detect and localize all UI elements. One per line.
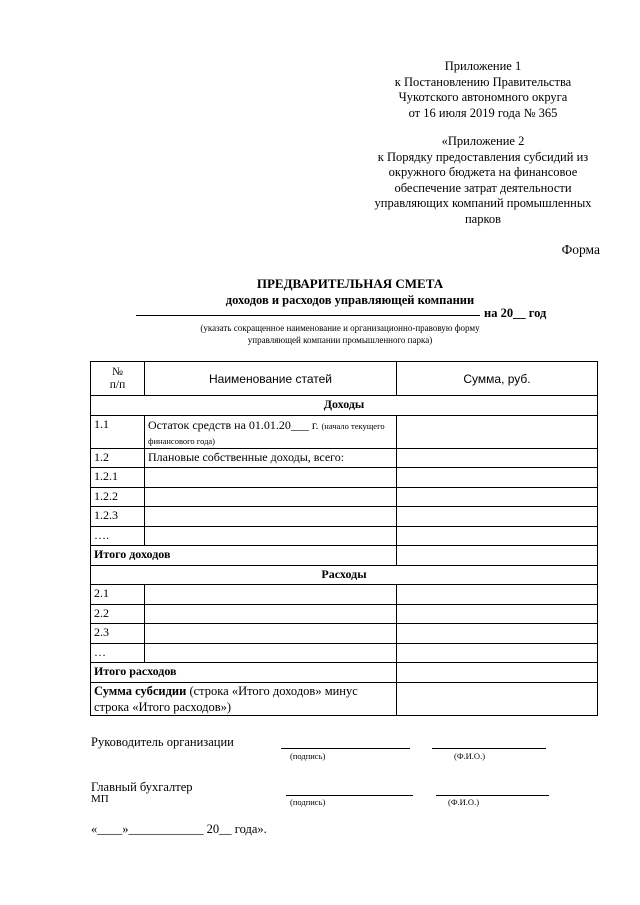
- subsidy-label-bold: Сумма субсидии: [94, 683, 187, 698]
- sum-cell[interactable]: [397, 663, 598, 683]
- income-total-label: Итого доходов: [91, 546, 397, 566]
- table-row: [91, 624, 598, 644]
- table-row: [91, 526, 598, 546]
- row-label[interactable]: [145, 507, 397, 527]
- row-num: 1.2: [91, 448, 145, 468]
- table-row: [91, 448, 598, 468]
- row-label[interactable]: [145, 526, 397, 546]
- income-section-row: [91, 396, 598, 416]
- document-title: ПРЕДВАРИТЕЛЬНАЯ СМЕТА: [256, 276, 444, 291]
- appendix-2-line: обеспечение затрат деятельности: [394, 180, 572, 195]
- expense-section-title: Расходы: [91, 565, 598, 585]
- row-label-note: (начало текущего финансового года): [148, 420, 385, 446]
- appendix-2-line: «Приложение 2: [441, 134, 525, 148]
- row-label[interactable]: [145, 643, 397, 663]
- row-num: 1.2.2: [91, 487, 145, 507]
- sum-cell[interactable]: [397, 415, 598, 448]
- date-line: «____»____________ 20__ года».: [91, 822, 267, 836]
- sum-cell[interactable]: [397, 507, 598, 527]
- row-num: 1.2.1: [91, 468, 145, 488]
- sum-cell[interactable]: [397, 546, 598, 566]
- row-num: …: [91, 643, 145, 663]
- appendix-2-line: парков: [464, 211, 502, 226]
- accountant-signature-line[interactable]: [286, 795, 413, 796]
- row-num: 2.3: [91, 624, 145, 644]
- row-num: ….: [91, 526, 145, 546]
- hint-line: управляющей компании промышленного парка): [247, 335, 433, 345]
- head-fio-caption: (Ф.И.О.): [454, 751, 486, 761]
- subsidy-row: [91, 682, 598, 715]
- accountant-label: Главный бухгалтер: [91, 780, 193, 794]
- sum-cell[interactable]: [397, 643, 598, 663]
- appendix-1-line: Приложение 1: [444, 59, 522, 73]
- accountant-fio-line[interactable]: [436, 795, 549, 796]
- head-fio-line[interactable]: [432, 748, 546, 749]
- company-name-hint: [160, 322, 520, 346]
- table-row: [91, 507, 598, 527]
- income-section-title: Доходы: [91, 396, 598, 416]
- mp-label: МП: [91, 793, 109, 805]
- head-label: Руководитель организации: [91, 735, 234, 749]
- appendix-2-line: управляющих компаний промышленных: [374, 196, 592, 210]
- row-num: 2.1: [91, 585, 145, 605]
- row-num: 2.2: [91, 604, 145, 624]
- expense-total-label: Итого расходов: [91, 663, 397, 683]
- document-subtitle: доходов и расходов управляющей компании: [225, 293, 475, 307]
- hint-line: (указать сокращенное наименование и организационно-правовую форму: [200, 323, 480, 333]
- head-signature-caption: (подпись): [290, 751, 326, 761]
- accountant-fio-caption: (Ф.И.О.): [448, 797, 480, 807]
- sum-cell[interactable]: [397, 585, 598, 605]
- header-num: № п/п: [91, 362, 145, 396]
- sum-cell[interactable]: [397, 682, 598, 715]
- row-label[interactable]: [145, 604, 397, 624]
- row-label[interactable]: [145, 487, 397, 507]
- expense-total-row: [91, 663, 598, 683]
- appendix-2-block: [355, 134, 611, 227]
- table-header-row: [91, 362, 598, 396]
- appendix-2-line: к Порядку предоставления субсидий из: [377, 149, 589, 164]
- expense-section-row: [91, 565, 598, 585]
- appendix-1-line: Чукотского автономного округа: [398, 90, 568, 104]
- sum-cell[interactable]: [397, 604, 598, 624]
- row-label: [145, 415, 397, 448]
- accountant-signature-caption: (подпись): [290, 797, 326, 807]
- row-label[interactable]: [145, 468, 397, 488]
- sum-cell[interactable]: [397, 624, 598, 644]
- row-num: 1.1: [91, 415, 145, 448]
- sum-cell[interactable]: [397, 526, 598, 546]
- appendix-2-line: окружного бюджета на финансовое: [388, 165, 578, 179]
- header-name: Наименование статей: [145, 362, 397, 396]
- table-row: [91, 643, 598, 663]
- company-name-blank[interactable]: [136, 315, 480, 316]
- header-sum: Сумма, руб.: [397, 362, 598, 396]
- appendix-1-line: к Постановлению Правительства: [394, 74, 572, 89]
- sum-cell[interactable]: [397, 468, 598, 488]
- table-row: [91, 415, 598, 448]
- budget-table: [90, 361, 598, 716]
- appendix-1-block: [355, 59, 611, 121]
- row-label[interactable]: [145, 624, 397, 644]
- subsidy-label: [91, 682, 397, 715]
- income-total-row: [91, 546, 598, 566]
- head-signature-line[interactable]: [281, 748, 410, 749]
- table-row: [91, 585, 598, 605]
- form-label: Форма: [561, 242, 600, 257]
- row-label-text: Остаток средств на 01.01.20___ г.: [148, 417, 319, 432]
- row-label[interactable]: [145, 585, 397, 605]
- table-row: [91, 487, 598, 507]
- sum-cell[interactable]: [397, 487, 598, 507]
- subsidy-label-rest: (строка «Итого доходов» минус строка «Итого расходов»): [94, 683, 358, 714]
- table-row: [91, 468, 598, 488]
- year-label: на 20__ год: [484, 306, 547, 320]
- row-num: 1.2.3: [91, 507, 145, 527]
- appendix-1-line: от 16 июля 2019 года № 365: [408, 105, 558, 120]
- row-label: Плановые собственные доходы, всего:: [145, 448, 397, 468]
- sum-cell[interactable]: [397, 448, 598, 468]
- table-row: [91, 604, 598, 624]
